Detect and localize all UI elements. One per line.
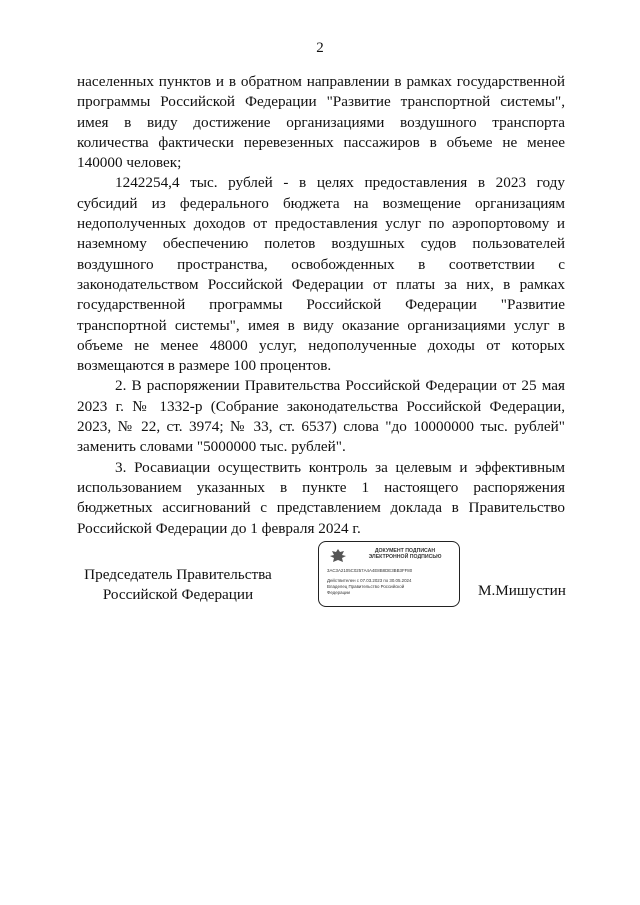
stamp-title (355, 548, 455, 561)
stamp-validity: Действителен с 07.03.2023 по 30.05.2024 (327, 578, 412, 583)
paragraph-continuation: населенных пунктов и в обратном направлении в рамках государственной программы Российской Федерации "Развитие транспортной системы", имея в виду достижение организациями воздушного транспорта количества фактически перевезенных пассажиров в объеме не менее 140000 человек; (77, 73, 565, 172)
stamp-title-line1: ДОКУМЕНТ ПОДПИСАН (374, 548, 436, 554)
stamp-title-line2: ЭЛЕКТРОННОЙ ПОДПИСЬЮ (368, 554, 442, 561)
signatory-position-line1: Председатель Правительства (84, 566, 272, 583)
signatory-name: М.Мишустин (478, 582, 566, 599)
stamp-owner-line2: Федерации (327, 590, 350, 595)
stamp-certificate: 3AC3A2105C0257A4A4E8B8DE3BB3FF80 (327, 568, 413, 573)
paragraph-item-3: 3. Росавиации осуществить контроль за целевым и эффективным использованием указанных в пункте 1 настоящего распоряжения бюджетных ассигнований с представлением доклада в Правительство Российской Федерации до 1 февраля 2024 г. (77, 458, 565, 537)
paragraph-subsidy: 1242254,4 тыс. рублей - в целях предоставления в 2023 году субсидий из федерального бюджета на возмещение организациям недополученных доходов от предоставления услуг по аэропортовому и наземному обеспечению полетов воздушных судов пользователей воздушного пространства, освобожденных в соответствии с законодательством Российской Федерации от платы за них, в рамках государственной программы Российской Федерации "Развитие транспортной системы", имея в виду оказание организациями услуг в объеме не менее 48000 услуг, недополученные доходы от которых возмещаются в размере 100 процентов. (77, 174, 565, 375)
page-number: 2 (316, 40, 324, 56)
electronic-signature-stamp (318, 541, 460, 607)
signatory-position-line2: Российской Федерации (102, 586, 254, 603)
paragraph-item-2: 2. В распоряжении Правительства Российской Федерации от 25 мая 2023 г. № 1332-р (Собрание законодательства Российской Федерации, 2023, № 22, ст. 3974; № 33, ст. 6537) слова "до 10000000 тыс. рублей" заменить словами "5000000 тыс. рублей". (77, 377, 565, 456)
document-body (77, 72, 565, 539)
coat-of-arms-icon (327, 548, 349, 564)
stamp-owner-line1: Владелец Правительство Российской (327, 584, 405, 589)
signatory-position (78, 565, 278, 605)
